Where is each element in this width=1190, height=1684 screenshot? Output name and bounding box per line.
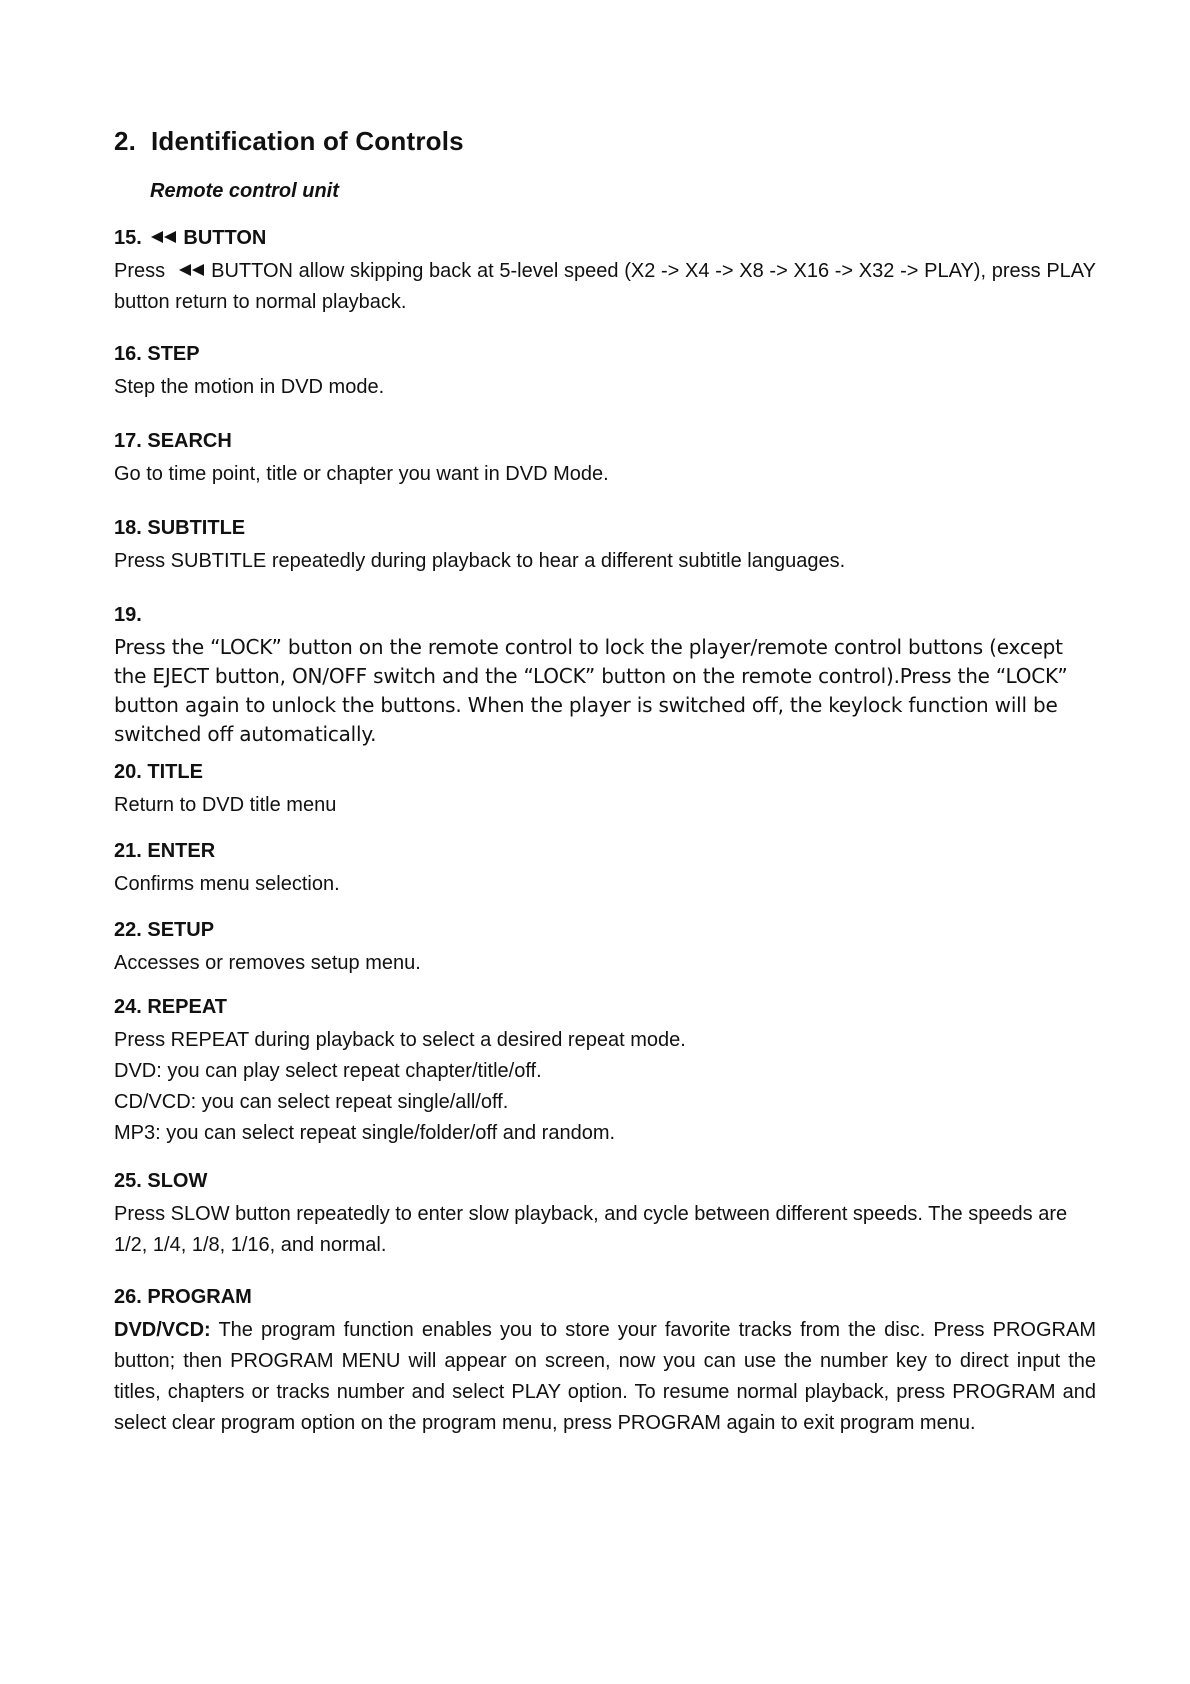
section-heading	[114, 126, 464, 157]
item-15-title: 15. BUTTON	[114, 227, 267, 249]
item-18	[114, 516, 1096, 577]
heading-number: 2.	[114, 126, 137, 156]
item-16-text: Step the motion in DVD mode.	[114, 376, 385, 398]
repeat-line: CD/VCD: you can select repeat single/all/off.	[114, 1091, 509, 1113]
item-21	[114, 839, 1096, 900]
item-26	[114, 1285, 1096, 1439]
item-25-text: Press SLOW button repeatedly to enter slow playback, and cycle between different speeds. The speeds are 1/2, 1/4, 1/8, 1/16, and normal.	[114, 1203, 1068, 1256]
item-21-text: Confirms menu selection.	[114, 873, 340, 895]
item-17	[114, 429, 1096, 490]
item-15-text: Press BUTTON allow skipping back at 5-level speed (X2 -> X4 -> X8 -> X16 -> X32 -> PLAY), press PLAY button return to normal playback.	[114, 260, 1096, 313]
item-26-text: DVD/VCD: The program function enables you to store your favorite tracks from the disc. Press PROGRAM button; then PROGRAM MENU will appear on screen, now you can use the number key to direct input the titles, chapters or tracks number and select PLAY option. To resume normal playback, press PROGRAM and select clear program option on the program menu, press PROGRAM again to exit program menu.	[114, 1319, 1096, 1434]
rewind-icon	[179, 264, 205, 276]
item-22-text: Accesses or removes setup menu.	[114, 952, 421, 974]
item-26-title: 26. PROGRAM	[114, 1286, 252, 1308]
item-26-lead: DVD/VCD:	[114, 1319, 211, 1341]
item-15	[114, 226, 1096, 318]
subheading: Remote control unit	[150, 180, 339, 202]
item-24	[114, 995, 1096, 1149]
item-22	[114, 918, 1096, 979]
item-17-text: Go to time point, title or chapter you want in DVD Mode.	[114, 463, 609, 485]
item-19-text: Press the “LOCK” button on the remote control to lock the player/remote control buttons (except the EJECT button, ON/OFF switch and the “LOCK” button on the remote control).Press the “LOCK” button again to unlock the buttons. When the player is switched off, the keylock function will be switched off automatically.	[114, 635, 1068, 746]
heading-title: Identification of Controls	[150, 126, 464, 156]
repeat-line: MP3: you can select repeat single/folder/off and random.	[114, 1122, 616, 1144]
item-18-title: 18. SUBTITLE	[114, 517, 246, 539]
item-24-text	[114, 1025, 1096, 1149]
repeat-line: Press REPEAT during playback to select a desired repeat mode.	[114, 1029, 686, 1051]
item-20-title: 20. TITLE	[114, 761, 203, 783]
repeat-line: DVD: you can play select repeat chapter/title/off.	[114, 1060, 542, 1082]
item-20	[114, 760, 1096, 821]
item-16	[114, 342, 1096, 403]
item-25-title: 25. SLOW	[114, 1170, 208, 1192]
item-18-text: Press SUBTITLE repeatedly during playback to hear a different subtitle languages.	[114, 550, 846, 572]
item-22-title: 22. SETUP	[114, 919, 215, 941]
item-19-title: 19.	[114, 604, 142, 626]
item-16-title: 16. STEP	[114, 343, 200, 365]
item-24-title: 24. REPEAT	[114, 996, 227, 1018]
item-17-title: 17. SEARCH	[114, 430, 232, 452]
item-19	[114, 603, 1096, 749]
item-21-title: 21. ENTER	[114, 840, 216, 862]
rewind-icon	[151, 231, 177, 243]
item-25	[114, 1169, 1096, 1261]
item-20-text: Return to DVD title menu	[114, 794, 337, 816]
